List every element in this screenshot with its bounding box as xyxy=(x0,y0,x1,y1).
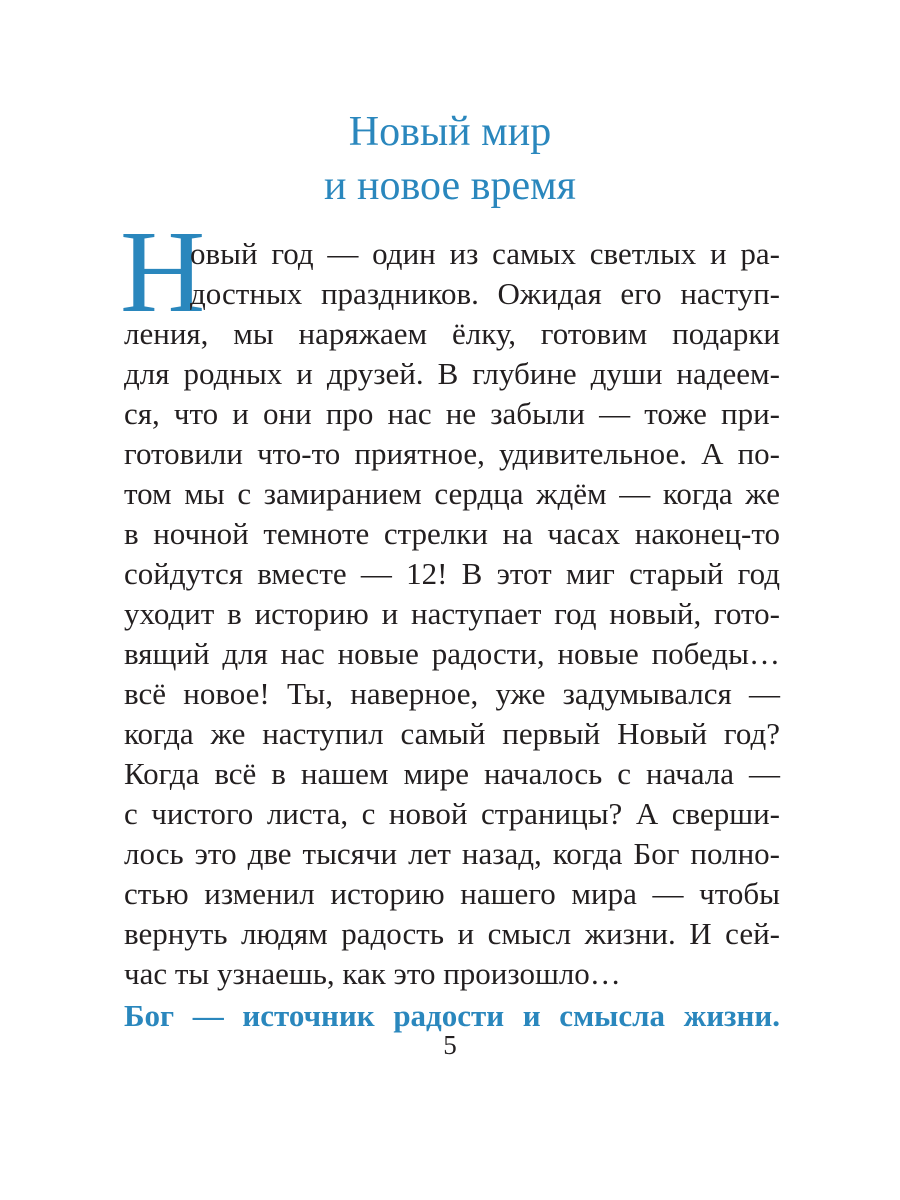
body-line-14: Когда всё в нашем мире началось с начала — xyxy=(124,756,780,791)
body-line-5: ся, что и они про нас не забыли — тоже при- xyxy=(124,396,780,431)
body-line-6: готовили что-то приятное, удивительное. А по- xyxy=(124,436,780,471)
body-line-16: лось это две тысячи лет назад, когда Бог полно- xyxy=(124,836,780,871)
page-number: 5 xyxy=(443,1030,457,1060)
drop-cap: Н xyxy=(120,206,204,337)
body-line-11: вящий для нас новые радости, новые победы… xyxy=(124,636,780,671)
body-line-15: с чистого листа, с новой страницы? А сверши- xyxy=(124,796,780,831)
body-line-12: всё новое! Ты, наверное, уже задумывался — xyxy=(124,676,780,711)
body-line-3: ления, мы наряжаем ёлку, готовим подарки xyxy=(124,316,780,351)
body-line-2: достных праздников. Ожидая его наступ- xyxy=(190,276,780,311)
body-line-1: овый год — один из самых светлых и ра- xyxy=(190,236,780,271)
body-line-8: в ночной темноте стрелки на часах наконец-то xyxy=(124,516,780,551)
body-line-4: для родных и друзей. В глубине души надеем- xyxy=(124,356,780,391)
chapter-title-line-2: и новое время xyxy=(323,163,577,209)
chapter-title-line-1: Новый мир xyxy=(348,109,552,155)
body-line-17: стью изменил историю нашего мира — чтобы xyxy=(124,876,780,911)
body-line-13: когда же наступил самый первый Новый год? xyxy=(124,716,780,751)
body-line-18: вернуть людям радость и смысл жизни. И сей- xyxy=(124,916,780,951)
emphasis-line: Бог — источник радости и смысла жизни. xyxy=(124,998,780,1033)
body-line-19: час ты узнаешь, как это произошло… xyxy=(124,956,621,991)
body-line-9: сойдутся вместе — 12! В этот миг старый год xyxy=(124,556,780,591)
body-line-7: том мы с замиранием сердца ждём — когда же xyxy=(124,476,780,511)
body-line-10: уходит в историю и наступает год новый, гото- xyxy=(124,596,780,631)
